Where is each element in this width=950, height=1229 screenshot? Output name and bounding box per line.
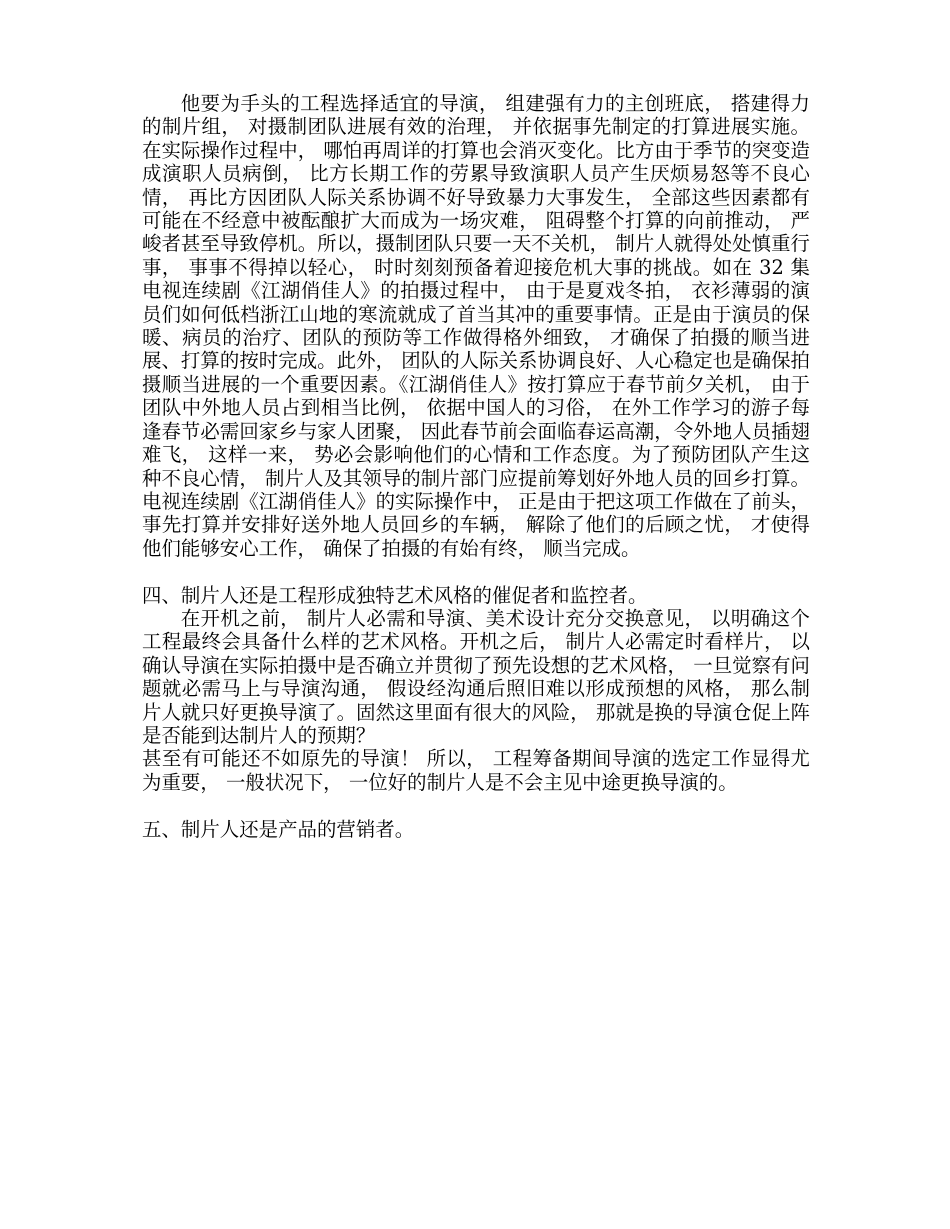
- section-heading-4: 四、制片人还是工程形成独特艺术风格的催促者和监控者。: [142, 583, 648, 607]
- body-paragraph-1: 他要为手头的工程选择适宜的导演， 组建强有力的主创班底， 搭建得力的制片组， 对摄制团队进展有效的治理， 并依据事先制定的打算进展实施。在实际操作过程中， 哪怕再周详的打算也会消灭变化。比方由于季节的突变造成演职人员病倒， 比方长期工作的劳累导致演职人员产生厌烦易怒等不良心情， 再比方因团队人际关系协调不好导致暴力大事发生， 全部这些因素都有可能在不经意中被酝酿扩大而成为一场灾难， 阻碍整个打算的向前推动， 严峻者甚至导致停机。所以，摄制团队只要一天不关机， 制片人就得处处慎重行事， 事事不得掉以轻心， 时时刻刻预备着迎接危机大事的挑战。如在 32 集电视连续剧《江湖俏佳人》的拍摄过程中， 由于是夏戏冬拍， 衣衫薄弱的演员们如何低档浙江山地的寒流就成了首当其冲的重要事情。正是由于演员的保暖、病员的治疗、团队的预防等工作做得格外细致， 才确保了拍摄的顺当进展、打算的按时完成。此外， 团队的人际关系协调良好、人心稳定也是确保拍摄顺当进展的一个重要因素。《江湖俏佳人》按打算应于春节前夕关机， 由于团队中外地人员占到相当比例， 依据中国人的习俗， 在外工作学习的游子每逢春节必需回家乡与家人团聚， 因此春节前会面临春运高潮，令外地人员插翅难飞， 这样一来， 势必会影响他们的心情和工作态度。为了预防团队产生这种不良心情， 制片人及其领导的制片部门应提前筹划好外地人员的回乡打算。电视连续剧《江湖俏佳人》的实际操作中， 正是由于把这项工作做在了前头， 事先打算并安排好送外地人员回乡的车辆， 解除了他们的后顾之忧， 才使得他们能够安心工作， 确保了拍摄的有始有终， 顺当完成。: [142, 92, 810, 560]
- body-paragraph-3: 甚至有可能还不如原先的导演！ 所以， 工程筹备期间导演的选定工作显得尤为重要， 一般状况下， 一位好的制片人是不会主见中途更换导演的。: [142, 747, 810, 794]
- paragraph-spacer: [142, 560, 810, 583]
- paragraph-spacer: [142, 794, 810, 817]
- document-page: [142, 92, 810, 841]
- section-heading-5: 五、制片人还是产品的营销者。: [142, 817, 415, 841]
- body-paragraph-2: 在开机之前， 制片人必需和导演、美术设计充分交换意见， 以明确这个工程最终会具备什么样的艺术风格。开机之后， 制片人必需定时看样片， 以确认导演在实际拍摄中是否确立并贯彻了预先设想的艺术风格， 一旦觉察有问题就必需马上与导演沟通， 假设经沟通后照旧难以形成预想的风格， 那么制片人就只好更换导演了。固然这里面有很大的风险， 那就是换的导演仓促上阵是否能到达制片人的预期？: [142, 606, 810, 747]
